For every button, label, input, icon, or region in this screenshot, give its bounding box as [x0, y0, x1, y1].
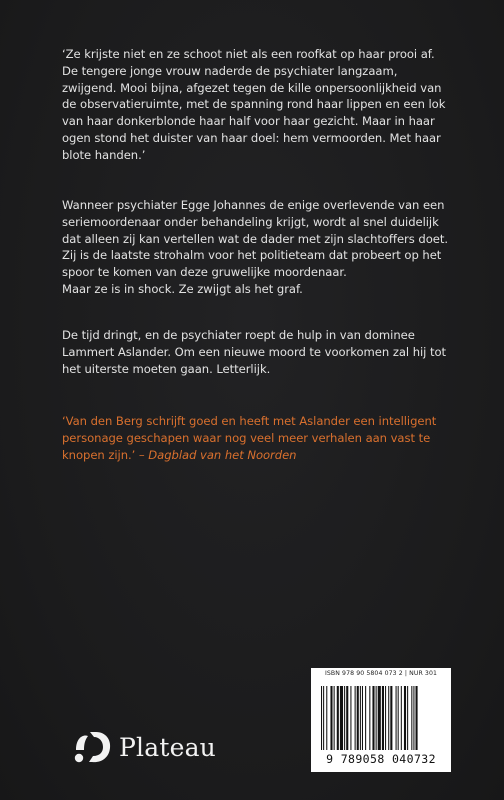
barcode-bar	[334, 686, 335, 750]
barcode-bar	[326, 686, 327, 750]
barcode-bar	[385, 686, 386, 750]
barcode-bar	[413, 686, 414, 750]
excerpt-quote-text: ‘Ze krijste niet en ze schoot niet als een roofkat op haar prooi af. De tengere jonge vrouw naderde de psychiater langzaam, zwijgend. Mooi bijna, afgezet tegen de kille onpersoonlijkheid van de observatieruimte, met de spanning rond haar lippen en een lok van haar donkerblonde haar half voor haar gezicht. Maar in haar ogen stond het duister van haar doel: hem vermoorden. Met haar blote handen.’	[62, 47, 446, 162]
publisher-name: Plateau	[119, 732, 216, 762]
barcode-bar	[321, 686, 322, 750]
barcode-bar	[344, 686, 345, 750]
barcode-bar	[398, 686, 399, 750]
isbn-line: ISBN 978 90 5804 073 2 | NUR 301	[324, 670, 438, 677]
review-text	[62, 413, 454, 463]
barcode-bar	[411, 686, 412, 750]
review-quote	[62, 413, 454, 463]
barcode-bar	[376, 686, 377, 750]
barcode-label	[311, 668, 451, 772]
barcode-bar	[337, 686, 339, 750]
barcode-bar	[340, 686, 343, 750]
barcode-bar	[369, 686, 370, 750]
closing-paragraph	[62, 327, 454, 377]
barcode-bar	[346, 686, 348, 750]
barcode-bar	[365, 686, 366, 750]
barcode-digits: 9 789058 040732	[326, 752, 436, 766]
closing-text: De tijd dringt, en de psychiater roept de hulp in van dominee Lammert Aslander. Om een nieuwe moord te voorkomen zal hij tot het uiterste moeten gaan. Letterlijk.	[62, 328, 447, 376]
barcode-bar	[390, 686, 392, 750]
barcode-bar	[355, 686, 356, 750]
barcode-bar	[396, 686, 397, 750]
barcode-bar	[323, 686, 324, 750]
review-quote-text: ‘Van den Berg schrijft goed en heeft met Aslander een intelligent personage geschapen waar nog veel meer verhalen aan vast te knopen zijn.’	[62, 414, 437, 462]
barcode-bar	[357, 686, 359, 750]
synopsis	[62, 197, 454, 298]
plateau-logo-icon	[73, 728, 113, 766]
review-source: – Dagblad van het Noorden	[138, 447, 297, 462]
barcode-bar	[388, 686, 389, 750]
barcode-bar	[330, 686, 332, 750]
publisher-logo	[73, 727, 216, 767]
barcode-bar	[401, 686, 402, 750]
barcode-bar	[372, 686, 374, 750]
barcode-bar	[360, 686, 361, 750]
barcode-bar	[382, 686, 384, 750]
barcode-bar	[404, 686, 406, 750]
barcode	[321, 686, 441, 750]
barcode-bar	[350, 686, 351, 750]
synopsis-paragraph: Wanneer psychiater Egge Johannes de enige overlevende van een seriemoordenaar onder behandeling krijgt, wordt al snel duidelijk dat alleen zij kan vertellen wat de dader met zijn slachtoffers doet. Zij is de laatste strohalm voor het politieteam dat probeert op het spoor te komen van deze gruwelijke moordenaar.	[62, 198, 448, 280]
synopsis-line: Maar ze is in shock. Ze zwijgt als het graf.	[62, 281, 303, 296]
barcode-bar	[407, 686, 408, 750]
barcode-bar	[378, 686, 381, 750]
barcode-bar	[416, 686, 418, 750]
barcode-bar	[362, 686, 363, 750]
excerpt-quote	[62, 46, 454, 164]
